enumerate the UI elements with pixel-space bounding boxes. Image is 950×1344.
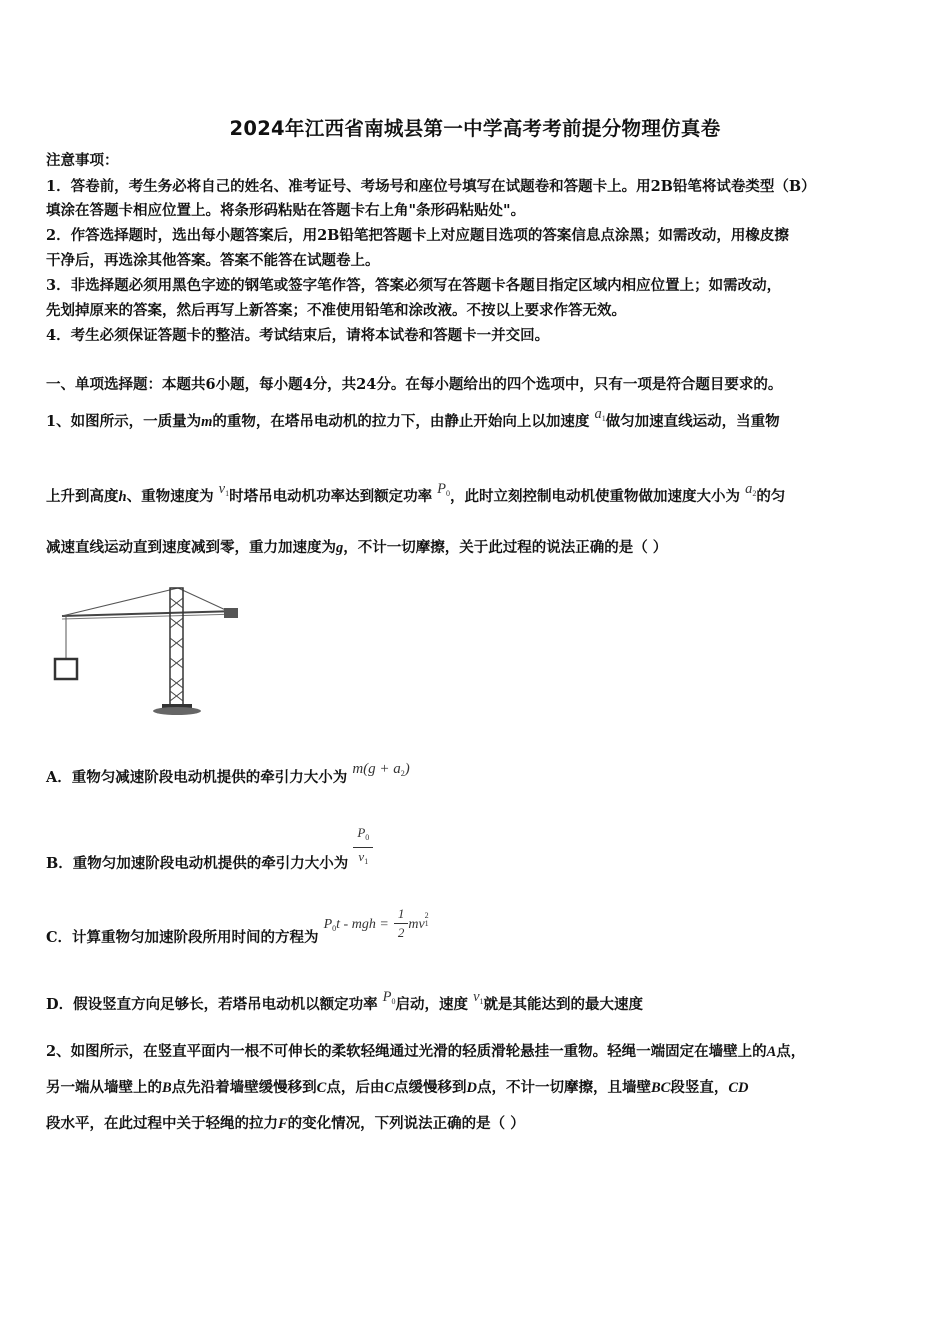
text: 段竖直， bbox=[670, 1079, 729, 1096]
formula-part: t - mgh = bbox=[336, 916, 389, 932]
symbol: a bbox=[745, 481, 753, 497]
numerator bbox=[353, 824, 373, 848]
option-c-formula-tail bbox=[408, 910, 429, 932]
text: 的变化情况，下列说法正确的是（ ） bbox=[287, 1115, 525, 1132]
var-F: F bbox=[278, 1116, 288, 1132]
text: 点，后由 bbox=[326, 1079, 385, 1096]
subscript: 1 bbox=[424, 918, 429, 928]
subscript: 0 bbox=[332, 923, 337, 933]
text: 减速直线运动直到速度减到零，重力加速度为 bbox=[46, 539, 336, 556]
var-m: m bbox=[201, 414, 213, 430]
text: 点先沿着墙壁缓慢移到 bbox=[171, 1079, 317, 1096]
subscript: 0 bbox=[391, 997, 396, 1006]
page-title: 2024年江西省南城县第一中学高考考前提分物理仿真卷 bbox=[229, 117, 721, 140]
notice-line: 干净后，再选涂其他答案。答案不能答在试题卷上。 bbox=[46, 252, 380, 269]
symbol: v bbox=[358, 849, 365, 864]
notice-line: 先划掉原来的答案，然后再写上新答案；不准使用铅笔和涂改液。不按以上要求作答无效。 bbox=[46, 302, 626, 319]
subscript: 0 bbox=[365, 833, 370, 842]
option-a-text: A．重物匀减速阶段电动机提供的牵引力大小为 bbox=[46, 769, 348, 786]
subscript: 2 bbox=[400, 769, 405, 778]
question-1-line-3 bbox=[46, 538, 667, 558]
subscript: 2 bbox=[752, 489, 757, 498]
one-half-fraction bbox=[394, 905, 409, 942]
option-d bbox=[46, 989, 643, 1020]
point-A: A bbox=[766, 1044, 777, 1060]
text: 的重物，在塔吊电动机的拉力下，由静止开始向上以加速度 bbox=[212, 413, 590, 430]
denominator bbox=[353, 848, 373, 871]
text: 的匀 bbox=[756, 488, 786, 505]
subscript: 1 bbox=[364, 857, 369, 866]
var-v1 bbox=[219, 481, 229, 497]
numerator: 1 bbox=[394, 905, 409, 924]
notice-line: 2．作答选择题时，选出每小题答案后，用2B铅笔把答题卡上对应题目选项的答案信息点涂黑；如需改动，用橡皮擦 bbox=[46, 227, 789, 244]
question-2-line-1 bbox=[46, 1042, 805, 1062]
text: 点，不计一切摩擦，且墙壁 bbox=[477, 1079, 651, 1096]
sub-sup bbox=[425, 912, 429, 928]
text: D．假设竖直方向足够长，若塔吊电动机以额定功率 bbox=[46, 996, 378, 1013]
option-c-text: C．计算重物匀加速阶段所用时间的方程为 bbox=[46, 928, 319, 946]
option-b-formula bbox=[353, 824, 373, 871]
text: ，不计一切摩擦，关于此过程的说法正确的是（ ） bbox=[343, 539, 668, 556]
var-P0 bbox=[383, 989, 396, 1005]
var-a2 bbox=[745, 481, 756, 497]
symbol: P bbox=[382, 989, 392, 1005]
formula-part: ) bbox=[404, 761, 410, 777]
text: 2、如图所示，在竖直平面内一根不可伸长的柔软轻绳通过光滑的轻质滑轮悬挂一重物。轻绳一端固定在墙壁上的 bbox=[46, 1043, 767, 1060]
subscript: 1 bbox=[601, 414, 606, 423]
superscript: 2 bbox=[424, 910, 429, 920]
var-a1 bbox=[594, 406, 605, 422]
section-heading: 一、单项选择题：本题共6小题，每小题4分，共24分。在每小题给出的四个选项中，只有一项是符合题目要求的。 bbox=[46, 376, 783, 393]
point-C: C bbox=[316, 1080, 327, 1096]
point-C: C bbox=[384, 1080, 395, 1096]
denominator: 2 bbox=[397, 925, 405, 940]
formula-part: mv bbox=[408, 916, 425, 932]
var-v1 bbox=[473, 989, 483, 1005]
tower-crane-figure bbox=[50, 583, 245, 718]
question-2-line-2 bbox=[46, 1078, 749, 1098]
symbol: v bbox=[218, 481, 226, 497]
text: 点， bbox=[776, 1043, 806, 1060]
var-h: h bbox=[118, 489, 127, 505]
notice-heading: 注意事项： bbox=[46, 152, 119, 169]
text: 、重物速度为 bbox=[126, 488, 214, 505]
subscript: 1 bbox=[225, 489, 230, 498]
segment-CD: CD bbox=[728, 1080, 749, 1096]
text: 时塔吊电动机功率达到额定功率 bbox=[229, 488, 433, 505]
option-b bbox=[46, 825, 373, 872]
option-a-formula bbox=[352, 761, 409, 777]
point-B: B bbox=[162, 1080, 172, 1096]
text: 启动，速度 bbox=[395, 996, 468, 1013]
symbol: P bbox=[323, 916, 333, 932]
text: 另一端从墙壁上的 bbox=[46, 1079, 162, 1096]
var-g: g bbox=[336, 540, 344, 556]
option-c bbox=[46, 905, 429, 945]
option-b-text: B．重物匀加速阶段电动机提供的牵引力大小为 bbox=[46, 854, 349, 872]
symbol: P bbox=[437, 481, 446, 497]
subscript: 1 bbox=[479, 997, 484, 1006]
text: 段水平，在此过程中关于轻绳的拉力 bbox=[46, 1115, 278, 1132]
option-c-formula bbox=[324, 917, 389, 932]
text: 1、如图所示，一质量为 bbox=[46, 413, 202, 430]
notice-line: 填涂在答题卡相应位置上。将条形码粘贴在答题卡右上角"条形码粘贴处"。 bbox=[46, 202, 526, 219]
question-1-line-1 bbox=[46, 406, 780, 437]
notice-line: 1．答卷前，考生务必将自己的姓名、准考证号、考场号和座位号填写在试题卷和答题卡上。用2B铅笔将试卷类型（B） bbox=[46, 178, 816, 195]
symbol: v bbox=[473, 989, 480, 1005]
question-1-line-2 bbox=[46, 481, 786, 512]
option-a bbox=[46, 761, 410, 793]
question-2-line-3 bbox=[46, 1114, 525, 1134]
notice-line: 4．考生必须保证答题卡的整洁。考试结束后，请将本试卷和答题卡一并交回。 bbox=[46, 327, 550, 344]
point-D: D bbox=[466, 1080, 477, 1096]
formula-part: m(g + a bbox=[352, 761, 401, 777]
notice-line: 3．非选择题必须用黑色字迹的钢笔或签字笔作答，答案必须写在答题卡各题目指定区域内相应位置上；如需改动， bbox=[46, 277, 782, 294]
text: 上升到高度 bbox=[46, 488, 119, 505]
var-P0 bbox=[437, 481, 450, 497]
text: 点缓慢移到 bbox=[394, 1079, 467, 1096]
text: ，此时立刻控制电动机使重物做加速度大小为 bbox=[450, 488, 740, 505]
symbol: a bbox=[594, 406, 602, 422]
text: 做匀加速直线运动，当重物 bbox=[605, 413, 780, 430]
text: 就是其能达到的最大速度 bbox=[483, 996, 643, 1013]
symbol: P bbox=[357, 825, 366, 840]
segment-BC: BC bbox=[651, 1080, 671, 1096]
subscript: 0 bbox=[446, 489, 450, 498]
